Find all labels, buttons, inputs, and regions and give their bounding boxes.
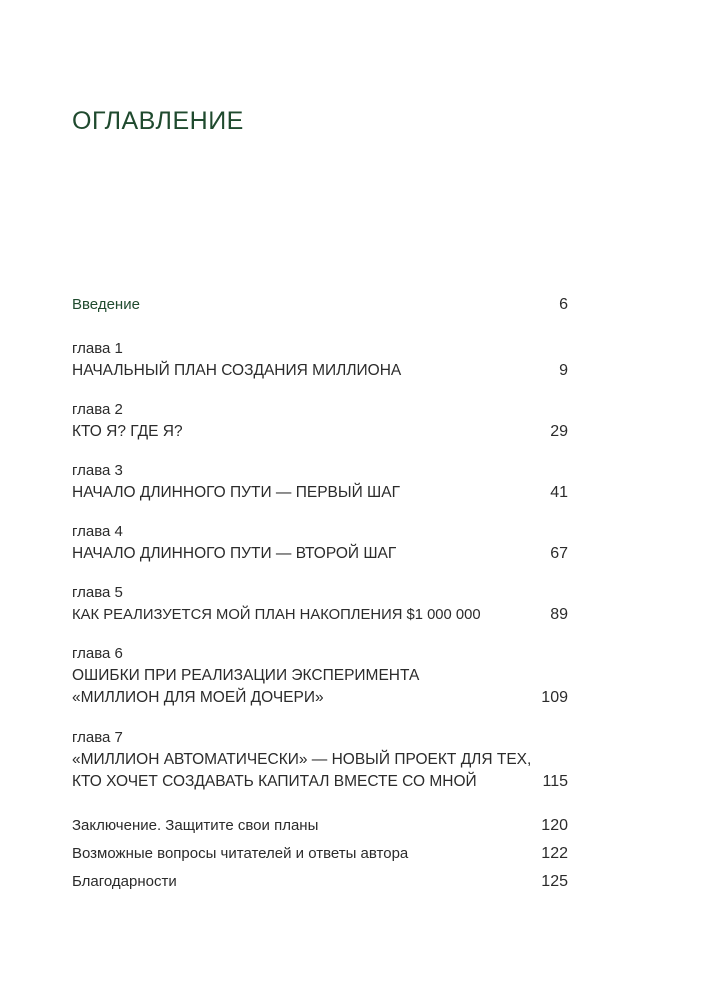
- chapter-6-title-line-1[interactable]: [72, 667, 568, 685]
- toc-entry-chapter-2[interactable]: [72, 423, 568, 441]
- chapter-label: глава 3: [72, 462, 123, 479]
- chapter-label: глава 1: [72, 340, 123, 357]
- toc-entry-page: 125: [541, 873, 568, 890]
- toc-entry-page: 89: [550, 606, 568, 623]
- chapter-title: НАЧАЛЬНЫЙ ПЛАН СОЗДАНИЯ МИЛЛИОНА: [72, 362, 402, 379]
- toc-entry-page: 67: [550, 545, 568, 562]
- toc-entry-chapter-5[interactable]: [72, 606, 568, 624]
- toc-entry-chapter-7[interactable]: [72, 773, 568, 791]
- chapter-4-label-row: [72, 523, 568, 540]
- toc-entry-page: 122: [541, 845, 568, 862]
- chapter-title: НАЧАЛО ДЛИННОГО ПУТИ — ПЕРВЫЙ ШАГ: [72, 484, 400, 501]
- toc-entry-chapter-1[interactable]: [72, 362, 568, 380]
- chapter-label: глава 5: [72, 584, 123, 601]
- toc-entry-title: Возможные вопросы читателей и ответы автора: [72, 845, 409, 862]
- chapter-title: «МИЛЛИОН ДЛЯ МОЕЙ ДОЧЕРИ»: [72, 689, 324, 706]
- toc-entry-chapter-6[interactable]: [72, 689, 568, 707]
- chapter-5-label-row: [72, 584, 568, 601]
- toc-entry-page: 115: [542, 773, 568, 790]
- toc-entry-questions[interactable]: [72, 845, 568, 863]
- toc-entry-intro[interactable]: [72, 296, 568, 314]
- page-title: ОГЛАВЛЕНИЕ: [72, 107, 244, 135]
- chapter-title: КАК РЕАЛИЗУЕТСЯ МОЙ ПЛАН НАКОПЛЕНИЯ $1 000 000: [72, 607, 481, 623]
- toc-entry-title: Заключение. Защитите свои планы: [72, 817, 319, 834]
- chapter-3-label-row: [72, 462, 568, 479]
- toc-entry-page: 41: [550, 484, 568, 501]
- toc-entry-page: 29: [550, 423, 568, 440]
- chapter-2-label-row: [72, 401, 568, 418]
- toc-entry-chapter-4[interactable]: [72, 545, 568, 563]
- toc-entry-title: Благодарности: [72, 873, 177, 890]
- chapter-label: глава 6: [72, 645, 123, 662]
- toc-entry-title: Введение: [72, 296, 140, 313]
- chapter-title: ОШИБКИ ПРИ РЕАЛИЗАЦИИ ЭКСПЕРИМЕНТА: [72, 667, 420, 684]
- chapter-label: глава 7: [72, 729, 123, 746]
- chapter-7-label-row: [72, 729, 568, 746]
- chapter-title: «МИЛЛИОН АВТОМАТИЧЕСКИ» — НОВЫЙ ПРОЕКТ ДЛЯ ТЕХ,: [72, 751, 532, 768]
- chapter-title: НАЧАЛО ДЛИННОГО ПУТИ — ВТОРОЙ ШАГ: [72, 545, 397, 562]
- toc-entry-page: 120: [541, 817, 568, 834]
- chapter-label: глава 4: [72, 523, 123, 540]
- chapter-7-title-line-1[interactable]: [72, 751, 568, 769]
- toc-entry-conclusion[interactable]: [72, 817, 568, 835]
- toc-entry-chapter-3[interactable]: [72, 484, 568, 502]
- chapter-1-label-row: [72, 340, 568, 357]
- toc-entry-page: 6: [559, 296, 568, 313]
- toc-entry-page: 9: [559, 362, 568, 379]
- chapter-6-label-row: [72, 645, 568, 662]
- toc-entry-acknowledgements[interactable]: [72, 873, 568, 891]
- chapter-title: КТО Я? ГДЕ Я?: [72, 423, 183, 440]
- toc-entry-page: 109: [541, 689, 568, 706]
- chapter-label: глава 2: [72, 401, 123, 418]
- chapter-title: КТО ХОЧЕТ СОЗДАВАТЬ КАПИТАЛ ВМЕСТЕ СО МНОЙ: [72, 773, 477, 790]
